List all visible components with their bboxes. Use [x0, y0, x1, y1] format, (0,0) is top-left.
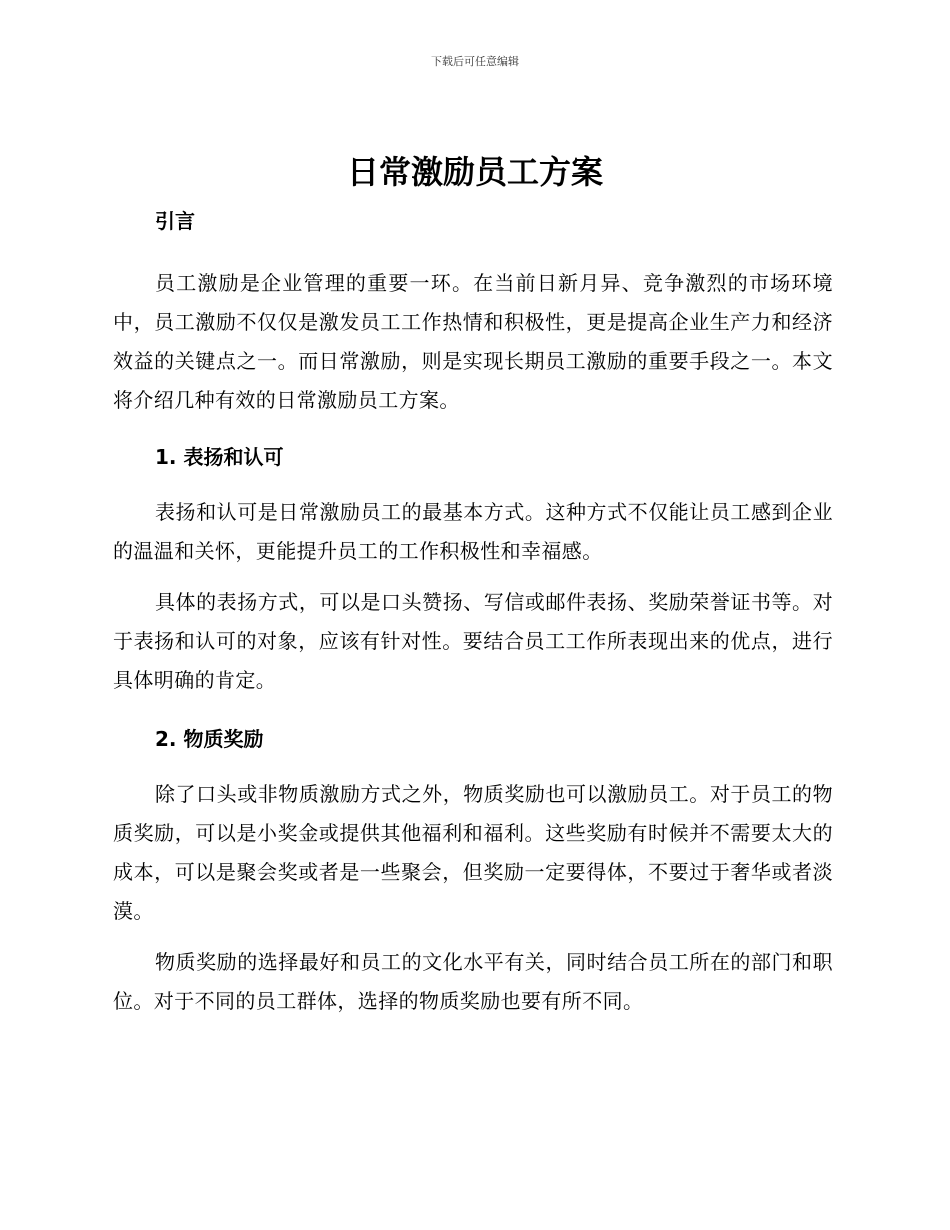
section-heading-intro: 引言: [155, 209, 195, 233]
material-rewards-paragraph-2: 物质奖励的选择最好和员工的文化水平有关，同时结合员工所在的部门和职位。对于不同的员工群体，选择的物质奖励也要有所不同。: [113, 950, 833, 1013]
section-heading-material-rewards: 2. 物质奖励: [155, 727, 264, 751]
header-note: 下载后可任意编辑: [431, 55, 519, 68]
praise-paragraph-1: 表扬和认可是日常激励员工的最基本方式。这种方式不仅能让员工感到企业的温温和关怀，更能提升员工的工作积极性和幸福感。: [113, 500, 833, 563]
document-title: 日常激励员工方案: [346, 153, 603, 191]
intro-paragraph: 员工激励是企业管理的重要一环。在当前日新月异、竞争激烈的市场环境中，员工激励不仅仅是激发员工工作热情和积极性，更是提高企业生产力和经济效益的关键点之一。而日常激励，则是实现长期员工激励的重要手段之一。本文将介绍几种有效的日常激励员工方案。: [113, 271, 833, 412]
section-heading-praise: 1. 表扬和认可: [155, 445, 284, 469]
material-rewards-paragraph-1: 除了口头或非物质激励方式之外，物质奖励也可以激励员工。对于员工的物质奖励，可以是小奖金或提供其他福利和福利。这些奖励有时候并不需要太大的成本，可以是聚会奖或者是一些聚会，但奖励一定要得体，不要过于奢华或者淡漠。: [113, 782, 833, 923]
document-body: [113, 200, 833, 1021]
praise-paragraph-2: 具体的表扬方式，可以是口头赞扬、写信或邮件表扬、奖励荣誉证书等。对于表扬和认可的对象，应该有针对性。要结合员工工作所表现出来的优点，进行具体明确的肯定。: [113, 590, 833, 692]
